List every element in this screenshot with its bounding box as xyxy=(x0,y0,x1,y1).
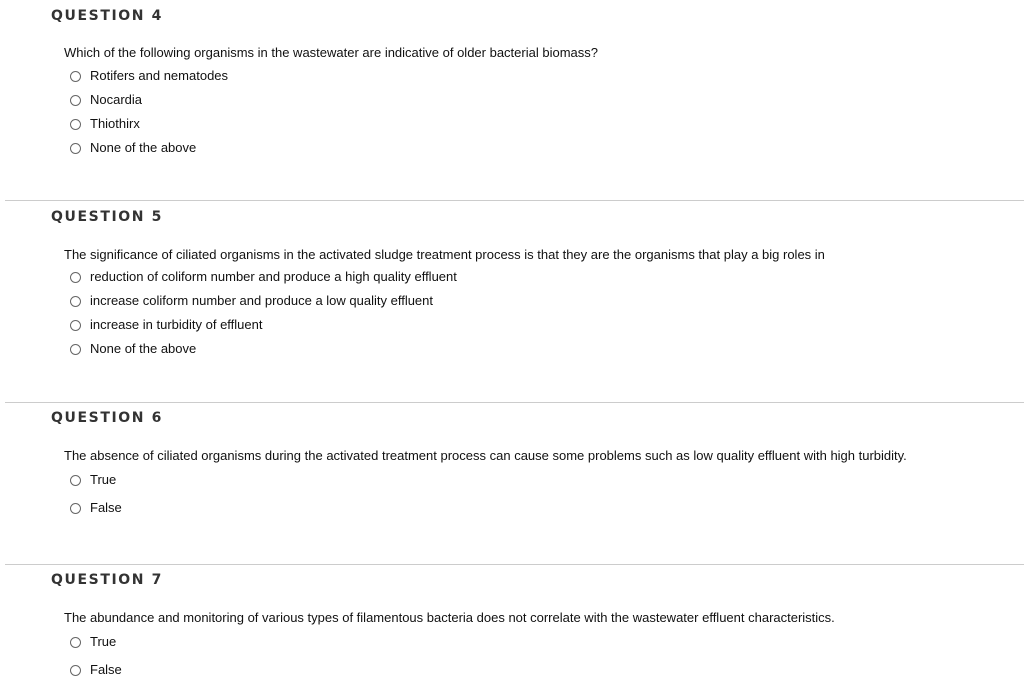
radio-button[interactable] xyxy=(70,95,81,106)
question-divider xyxy=(5,200,1024,201)
option-label: reduction of coliform number and produce a high quality effluent xyxy=(90,269,457,284)
radio-button[interactable] xyxy=(70,296,81,307)
radio-button[interactable] xyxy=(70,503,81,514)
radio-button[interactable] xyxy=(70,143,81,154)
option-label: True xyxy=(90,472,117,487)
option-label: increase coliform number and produce a low quality effluent xyxy=(90,293,434,308)
question-6-option-false[interactable] xyxy=(70,500,122,516)
question-7-option-false[interactable] xyxy=(70,662,122,678)
question-7-text: The abundance and monitoring of various types of filamentous bacteria does not correlate with the wastewater effluent characteristics. xyxy=(64,610,835,625)
option-label: False xyxy=(90,500,122,515)
question-7-title: QUESTION 7 xyxy=(51,572,163,588)
question-5-text: The significance of ciliated organisms in the activated sludge treatment process is that they are the organisms that play a big roles in xyxy=(64,247,825,262)
question-6-title: QUESTION 6 xyxy=(51,410,163,426)
question-6-text: The absence of ciliated organisms during the activated treatment process can cause some problems such as low quality effluent with high turbidity. xyxy=(64,448,907,463)
option-label: Rotifers and nematodes xyxy=(90,68,229,83)
radio-button[interactable] xyxy=(70,637,81,648)
question-4-option-1[interactable] xyxy=(70,68,228,84)
question-4-option-2[interactable] xyxy=(70,92,142,108)
question-5-option-1[interactable] xyxy=(70,269,457,285)
question-divider xyxy=(5,564,1024,565)
option-label: Nocardia xyxy=(90,92,143,107)
option-label: Thiothirx xyxy=(90,116,140,131)
option-label: increase in turbidity of effluent xyxy=(90,317,263,332)
radio-button[interactable] xyxy=(70,71,81,82)
radio-button[interactable] xyxy=(70,119,81,130)
option-label: False xyxy=(90,662,122,677)
option-label: None of the above xyxy=(90,140,197,155)
question-5-option-3[interactable] xyxy=(70,317,262,333)
radio-button[interactable] xyxy=(70,475,81,486)
question-4-text: Which of the following organisms in the wastewater are indicative of older bacterial biomass? xyxy=(64,45,598,60)
question-6-option-true[interactable] xyxy=(70,472,116,488)
question-4-option-4[interactable] xyxy=(70,140,196,156)
question-5-option-2[interactable] xyxy=(70,293,433,309)
option-label: True xyxy=(90,634,117,649)
question-4-option-3[interactable] xyxy=(70,116,140,132)
radio-button[interactable] xyxy=(70,665,81,676)
option-label: None of the above xyxy=(90,341,197,356)
question-5-title: QUESTION 5 xyxy=(51,209,163,225)
radio-button[interactable] xyxy=(70,272,81,283)
question-7-option-true[interactable] xyxy=(70,634,116,650)
question-5-option-4[interactable] xyxy=(70,341,196,357)
question-divider xyxy=(5,402,1024,403)
radio-button[interactable] xyxy=(70,344,81,355)
question-4-title: QUESTION 4 xyxy=(51,8,163,24)
radio-button[interactable] xyxy=(70,320,81,331)
